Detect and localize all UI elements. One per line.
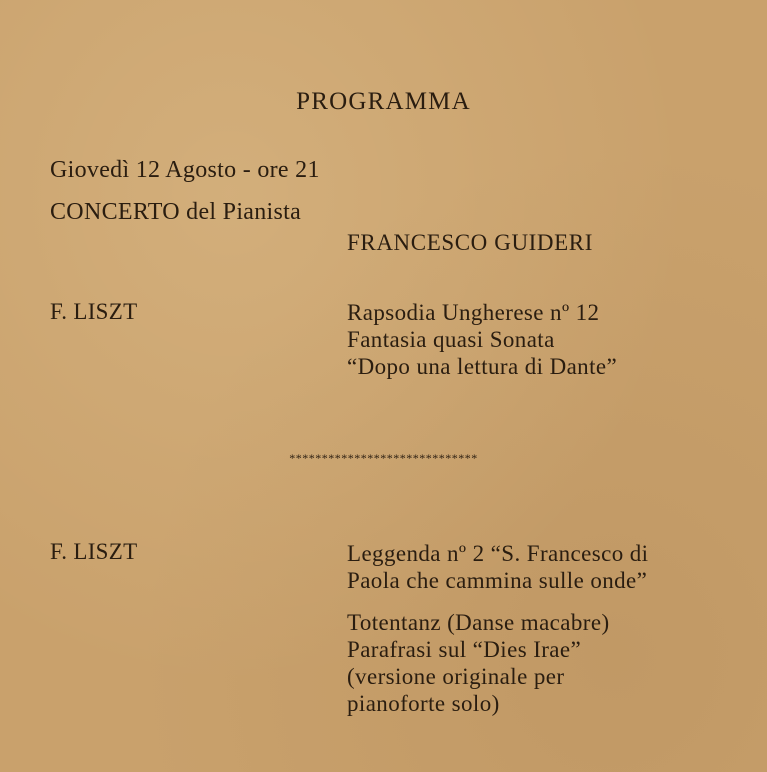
work-line: Fantasia quasi Sonata <box>347 327 555 352</box>
works-part2-a <box>347 540 648 594</box>
section-separator: ***************************** <box>289 451 478 465</box>
work-line: “Dopo una lettura di Dante” <box>347 354 618 379</box>
composer-part2: F. LISZT <box>50 539 138 564</box>
performer-name: FRANCESCO GUIDERI <box>347 230 593 255</box>
work-line: Parafrasi sul “Dies Irae” <box>347 637 582 662</box>
work-line: Totentanz (Danse macabre) <box>347 610 610 635</box>
work-line: pianoforte solo) <box>347 691 500 716</box>
work-line: Leggenda nº 2 “S. Francesco di <box>347 541 649 566</box>
work-line: (versione originale per <box>347 664 565 689</box>
work-line: Paola che cammina sulle onde” <box>347 568 648 593</box>
composer-part1: F. LISZT <box>50 299 138 324</box>
works-part1 <box>347 299 617 380</box>
page-title: PROGRAMMA <box>296 88 471 115</box>
works-part2-b <box>347 609 610 717</box>
concert-date: Giovedì 12 Agosto - ore 21 <box>50 157 320 183</box>
work-line: Rapsodia Ungherese nº 12 <box>347 300 600 325</box>
concert-heading: CONCERTO del Pianista <box>50 199 302 225</box>
